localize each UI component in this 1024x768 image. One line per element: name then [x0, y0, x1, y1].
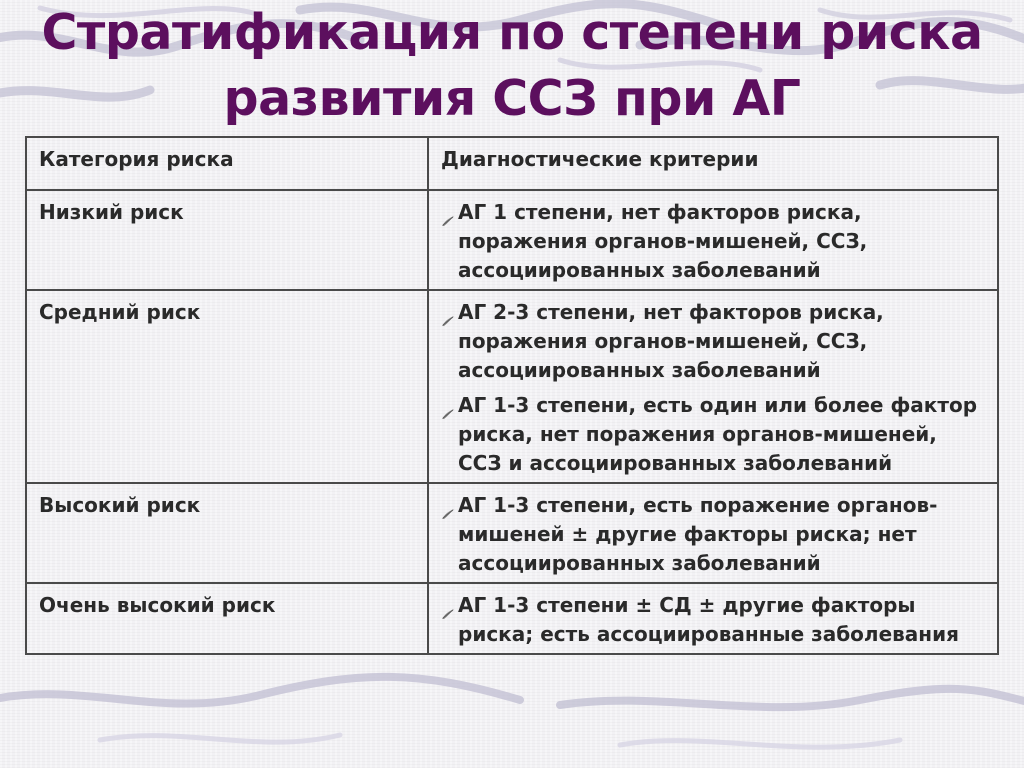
risk-category-cell: Очень высокий риск — [26, 583, 428, 654]
criteria-cell — [428, 190, 998, 290]
criteria-cell — [428, 290, 998, 483]
feather-bullet-icon — [441, 206, 455, 218]
slide-title-line2: развития ССЗ при АГ — [223, 70, 801, 127]
risk-category-cell: Средний риск — [26, 290, 428, 483]
feather-bullet-icon — [441, 306, 455, 318]
table-body — [26, 190, 998, 654]
criteria-text: АГ 1-3 степени ± СД ± другие факторы риска; есть ассоциированные заболевания — [458, 593, 959, 646]
risk-stratification-table — [25, 136, 999, 655]
criteria-text: АГ 1-3 степени, есть поражение органов-мишеней ± другие факторы риска; нет ассоциированных заболеваний — [458, 493, 938, 575]
criteria-item — [441, 391, 987, 478]
table-row — [26, 290, 998, 483]
table-row — [26, 583, 998, 654]
criteria-cell — [428, 583, 998, 654]
table-row — [26, 190, 998, 290]
header-criteria: Диагностические критерии — [428, 137, 998, 190]
table-header-row — [26, 137, 998, 190]
feather-bullet-icon — [441, 399, 455, 411]
criteria-item — [441, 298, 987, 385]
feather-bullet-icon — [441, 499, 455, 511]
risk-category-cell: Высокий риск — [26, 483, 428, 583]
criteria-item — [441, 198, 987, 285]
criteria-text: АГ 1-3 степени, есть один или более фактор риска, нет поражения органов-мишеней, ССЗ и ассоциированных заболеваний — [458, 393, 978, 475]
criteria-item — [441, 591, 987, 649]
feather-bullet-icon — [441, 599, 455, 611]
criteria-item — [441, 491, 987, 578]
slide-title-line1: Стратификация по степени риска — [41, 4, 983, 61]
header-category: Категория риска — [26, 137, 428, 190]
criteria-text: АГ 1 степени, нет факторов риска, поражения органов-мишеней, ССЗ, ассоциированных заболеваний — [458, 200, 868, 282]
risk-category-cell: Низкий риск — [26, 190, 428, 290]
criteria-cell — [428, 483, 998, 583]
table-row — [26, 483, 998, 583]
criteria-text: АГ 2-3 степени, нет факторов риска, поражения органов-мишеней, ССЗ, ассоциированных заболеваний — [458, 300, 884, 382]
slide-title — [0, 0, 1024, 132]
